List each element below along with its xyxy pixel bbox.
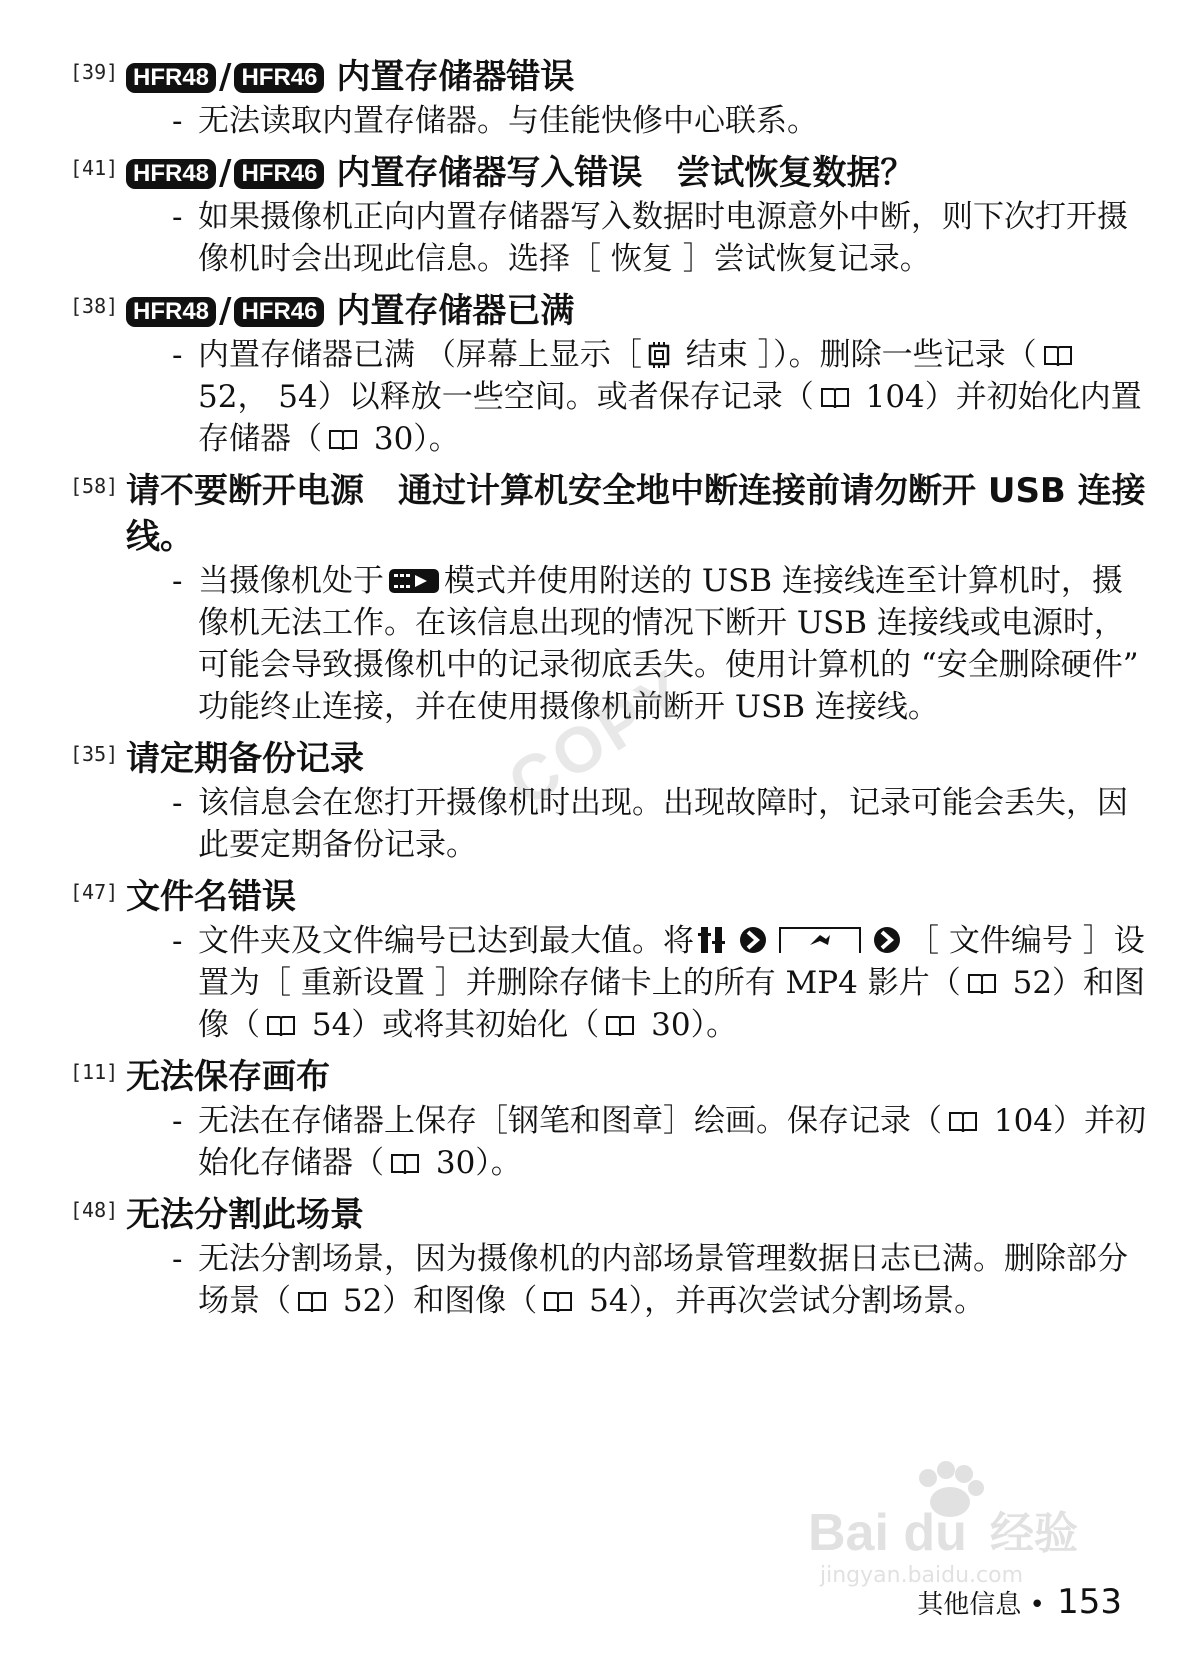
description-text: 52）和图像（ <box>198 965 1146 1043</box>
baidu-brand-text: Bai du <box>808 1504 967 1562</box>
message-code: [41] <box>70 156 119 180</box>
message-title: 请不要断开电源 通过计算机安全地中断连接前请勿断开 USB 连接线。 <box>126 471 1146 557</box>
message-code: [58] <box>70 474 119 498</box>
message-entry-47 <box>70 874 1150 1046</box>
dash: - <box>172 199 183 235</box>
book-reference-icon <box>948 1110 978 1134</box>
message-description <box>172 196 1150 280</box>
tools-menu-icon <box>698 925 728 955</box>
description-text: 无法读取内置存储器。与佳能快修中心联系。 <box>198 103 818 139</box>
message-description <box>172 782 1150 866</box>
description-text: 如果摄像机正向内置存储器写入数据时电源意外中断，则下次打开摄像机时会出现此信息。选择［ 恢复 ］尝试恢复记录。 <box>198 199 1128 277</box>
message-description <box>172 1100 1150 1184</box>
message-entry-11 <box>70 1054 1150 1184</box>
book-reference-icon <box>390 1152 420 1176</box>
message-entry-39 <box>70 54 1150 142</box>
page-number: 153 <box>1057 1582 1122 1622</box>
message-description <box>172 920 1150 1046</box>
baidu-jingyan-text: 经验 <box>990 1508 1078 1559</box>
message-heading <box>126 54 1150 100</box>
description-text: 30）。 <box>426 1145 522 1181</box>
message-code: [39] <box>70 60 119 84</box>
book-reference-icon <box>328 428 358 452</box>
dash: - <box>172 563 183 599</box>
dash: - <box>172 785 183 821</box>
message-code: [47] <box>70 880 119 904</box>
separator: / <box>219 153 232 193</box>
description-text: ［ 文件编号 ］设置为［ 重新设置 ］并删除存储卡上的所有 MP4 影片（ <box>198 923 1145 1001</box>
message-title: 无法分割此场景 <box>126 1195 364 1235</box>
message-entry-48 <box>70 1192 1150 1322</box>
dash: - <box>172 103 183 139</box>
message-heading <box>126 288 1150 334</box>
message-entry-41 <box>70 150 1150 280</box>
dash: - <box>172 1103 183 1139</box>
message-description <box>172 100 1150 142</box>
dash: - <box>172 1241 183 1277</box>
model-badge-hfr48: HFR48 <box>126 63 216 93</box>
message-code: [48] <box>70 1198 119 1222</box>
message-entry-38 <box>70 288 1150 460</box>
description-text: 该信息会在您打开摄像机时出现。出现故障时，记录可能会丢失，因此要定期备份记录。 <box>198 785 1128 863</box>
separator: / <box>219 57 232 97</box>
description-text: 文件夹及文件编号已达到最大值。将 <box>198 923 694 959</box>
description-text: 104）并初始化内置存储器（ <box>198 379 1142 457</box>
message-title: 内置存储器错误 <box>336 57 575 97</box>
description-text: 30）。 <box>364 421 460 457</box>
message-code: [11] <box>70 1060 119 1084</box>
description-text: 无法在存储器上保存［钢笔和图章］绘画。保存记录（ <box>198 1103 942 1139</box>
page-footer <box>917 1582 1122 1622</box>
memory-icon <box>646 341 672 369</box>
description-text: 模式并使用附送的 USB 连接线连至计算机时，摄像机无法工作。在该信息出现的情况下断开 USB 连接线或电源时，可能会导致摄像机中的记录彻底丢失。使用计算机的 “安全删除硬件” 功能终止连接，并在使用摄像机前断开 USB 连接线。 <box>198 563 1139 725</box>
message-title: 内置存储器写入错误 尝试恢复数据？ <box>336 153 915 193</box>
description-text: 无法分割场景，因为摄像机的内部场景管理数据日志已满。删除部分场景（ <box>198 1241 1128 1319</box>
description-text: 内置存储器已满 （屏幕上显示［ <box>198 337 642 373</box>
book-reference-icon <box>297 1290 327 1314</box>
settings-tab-icon <box>778 925 862 955</box>
description-text: 54），并再次尝试分割场景。 <box>579 1283 986 1319</box>
section-name: 其他信息 <box>917 1590 1022 1620</box>
baidu-url-text: jingyan.baidu.com <box>820 1563 1024 1588</box>
separator: / <box>219 291 232 331</box>
message-code: [38] <box>70 294 119 318</box>
description-text: 54）或将其初始化（ <box>302 1007 600 1043</box>
book-reference-icon <box>543 1290 573 1314</box>
model-badge-hfr46: HFR46 <box>234 159 324 189</box>
message-title: 文件名错误 <box>126 877 296 917</box>
model-badge-hfr46: HFR46 <box>234 297 324 327</box>
message-description <box>172 334 1150 460</box>
model-badge-hfr46: HFR46 <box>234 63 324 93</box>
description-text: 52）和图像（ <box>333 1283 538 1319</box>
message-title: 请定期备份记录 <box>126 739 364 779</box>
copy-watermark: COPY <box>495 654 702 820</box>
book-reference-icon <box>1043 344 1073 368</box>
arrow-right-icon <box>736 925 770 955</box>
dash: - <box>172 337 183 373</box>
playback-mode-icon <box>388 567 440 595</box>
description-text: 104）并初始化存储器（ <box>198 1103 1147 1181</box>
model-badge-hfr48: HFR48 <box>126 159 216 189</box>
description-text: 30）。 <box>641 1007 738 1043</box>
book-reference-icon <box>266 1014 296 1038</box>
baidu-jingyan-watermark <box>800 1450 1100 1590</box>
dash: - <box>172 923 183 959</box>
book-reference-icon <box>605 1014 635 1038</box>
book-reference-icon <box>967 972 997 996</box>
message-description <box>172 1238 1150 1322</box>
book-reference-icon <box>820 386 850 410</box>
footer-bullet: • <box>1029 1590 1045 1620</box>
arrow-right-icon <box>870 925 904 955</box>
message-code: [35] <box>70 742 119 766</box>
message-heading <box>126 150 1150 196</box>
description-text: 52， 54）以释放一些空间。或者保存记录（ <box>198 379 814 415</box>
description-text: 结束 ］）。删除一些记录（ <box>675 337 1037 373</box>
model-badge-hfr48: HFR48 <box>126 297 216 327</box>
description-text: 当摄像机处于 <box>198 563 384 599</box>
message-title: 内置存储器已满 <box>336 291 575 331</box>
message-title: 无法保存画布 <box>126 1057 330 1097</box>
